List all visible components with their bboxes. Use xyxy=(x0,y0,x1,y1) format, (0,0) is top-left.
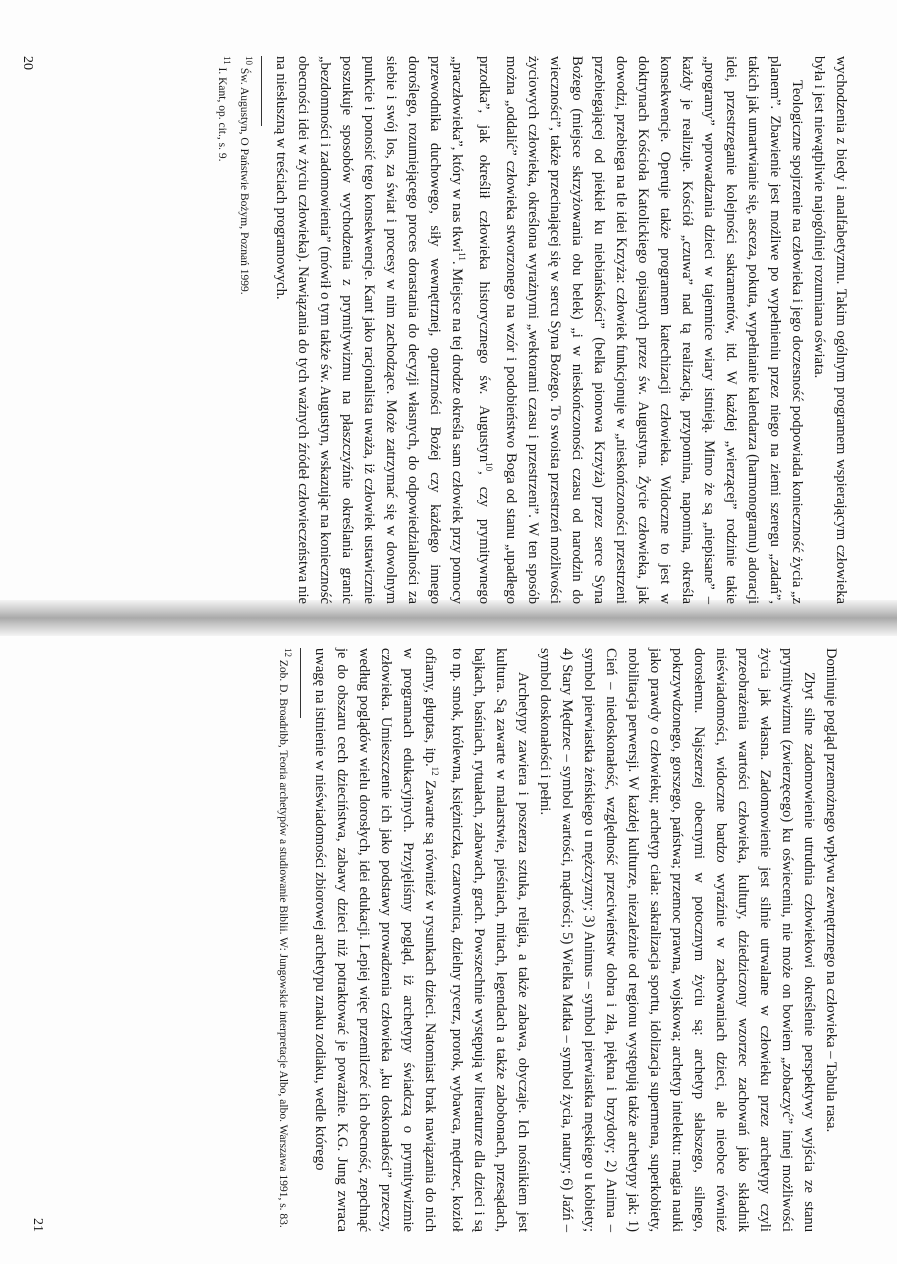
paragraph-2: Teologiczne spojrzenie na człowieka i jego doczesność podpowiada konieczność życia „z planem”. Zbawienie jest możliwe po wypełnieniu przez niego na ziemi szeregu „zadań”, takich jak umartwianie się, asceza, pokuta, wypełnianie kalendarza (harmonogramu) adoracji idei, przestrzeganie kolejności sakramentów, itd. W każdej „wierzącej” rodzinie takie „programy” wprowadzania dzieci w tajemnice wiary istnieją. Mimo że są „niepisane” – każdy je realizuje. Kościół „czuwa” nad tą realizacją, przypomina, napomina, określa konsekwencje. Operuje także programem katechizacji człowieka. Widoczne to jest w doktrynach Kościoła Katolickiego opisanych przez św. Augustyna. Życie człowieka, jak dowodzi, przebiega na tle idei Krzyża: człowiek funkcjonuje w „nieskończoności przestrzeni przebiegającej od piekieł ku niebiańskości” (belka pionowa Krzyża) przez serce Syna Bożego (miejsce skrzyżowania obu belek) „i w nieskończoności czasu od narodzin do wieczności”, także przecinającej się w sercu Syna Bożego. To swoista przestrzeń możliwości życiowych człowieka, określona wyrażnymi „wektorami czasu i przestrzeni”. W ten sposób można „oddalić” człowieka stworzonego na wzór i podobieństwo Boga od stanu „upadłego przodka”, jak określił człowieka historycznego św. Augustyn$^{10}$, czy prymitywnego „praczłowieka”, który w nas tkwi$^{11}$. Miejsce na tej drodze określa sam człowiek przy pomocy przewodnika duchowego, siły wewnętrznej, opatrzności Bożej czy każdego innego doroślego, rozumiejącego proces dorastania do decyzji własnych, do odpowiedzialności za siebie i swój los, za świat i procesy w nim zachodzące. Może zatrzymać się w dowolnym punkcie i ponosić tego konsekwencje. Kant jako racjonalista uważa, iż człowiek ustawicznie poszukuje sposobów wychodzenia z prymitywizmu na płaszczyźnie określania granic „bezdomności i zadomowienia” (mówił o tym także św. Augustyn, wskazując na konieczność obecności idei w życiu człowieka). Nawiązania do tych ważnych źródeł człowieczeństwa nie na niesłuszną w treściach programowych. xyxy=(273,56,805,604)
paragraph-3-text-b: Zawarte są również w rysunkach dzieci. Natomiast brak nawiązania do nich w programach edukacyjnych. Przyjęliśmy pogląd, iż archetypy świadczą o prymitywizmie człowieka. Umieszczenie ich jako podstawy prowadzenia człowieka „ku doskonałości” przeczy, według poglądów wielu dorosłych, idei edukacji. Lepiej więc przemilczeć ich obecność, zepchnąć je do obszaru cech dzieciństwa, zabawy dzieci niż potraktować je poważnie. K.G. Jung zwraca uwagę na istnienie w nieświadomości zbiorowej archetypu znaku zodiaku, wedle którego xyxy=(312,648,439,1232)
footnote-number: 10 xyxy=(244,56,255,65)
footnote-number: 11 xyxy=(222,56,233,65)
footnote-text: I. Kant, op. cit., s. 9. xyxy=(216,67,229,162)
footnote-ref-12: 12 xyxy=(430,766,440,776)
book-gutter-shadow xyxy=(0,600,897,636)
paragraph-3 xyxy=(309,648,534,1232)
paragraph-2-text-c: . Miejsce na tej drodze określa sam człowiek przy pomocy przewodnika duchowego, siły wewnętrznej, opatrzności Bożej czy każdego innego doroślego, rozumiejącego proces dorastania do decyzji własnych, do odpowiedzialności za siebie i swój los, za świat i procesy w nim zachodzące. Może zatrzymać się w dowolnym punkcie i ponosić tego konsekwencje. Kant jako racjonalista uważa, iż człowiek ustawicznie poszukuje sposobów wychodzenia z prymitywizmu na płaszczyźnie określania granic „bezdomności i zadomowienia” (mówił o tym także św. Augustyn, wskazując na konieczność obecności idei w życiu człowieka). Nawiązania do tych ważnych źródeł człowieczeństwa nie na niesłuszną w treściach programowych. xyxy=(273,56,466,604)
paragraph-1: wychodzenia z biedy i analfabetyzmu. Takim ogólnym programem wspierającym człowieka była i jest niewątpliwie najogólniej rozumiana oświata. xyxy=(811,56,849,604)
footnote-11 xyxy=(214,56,236,604)
footnote-rule xyxy=(300,648,301,718)
paragraph-2: Zbyt silne zadomowienie utrudnia człowiekowi określenie perspektywy wyjścia ze stanu prymitywizmu (zwierzęcego) ku oświeceniu, nie może on bowiem „zobaczyć” innej możliwości życia jak własna. Zadomowienie jest silnie utrwalane w człowieku przez archetypy czyli przeobrażenia wartości człowieka, kultury, dziedziczony wzorzec zachowań jako składnik nieświadomości, widoczne bardzo wyraźnie w zachowaniach dzieci, ale nieobce również dorosłemu. Najszerzej obecnymi w potocznym życiu są: archetyp słabszego, silnego, pokrzywdzonego, gorszego, państwa; przemoc prawna, wojskowa; archetyp intelektu: magia nauki jako prawdy o człowieku; archetyp ciała: sakralizacja sportu, idolizacja supermena, superkobiety, nobilitacja perwersji. W każdej kulturze, niezależnie od regionu występują także archetypy jak: 1) Cień – niedoskonałość, względność przeciwieństw dobra i zła, piękna i brzydoty; 2) Anima – symbol pierwiastka żeńskiego u mężczyzny; 3) Animus – symbol pierwiastka męskiego u kobiety; 4) Stary Mędrzec – symbol wartości, mądrości; 5) Wielka Matka – symbol życia, natury; 6) Jaźń – symbol doskonałości i pełni. xyxy=(537,648,817,1232)
footnote-number: 12 xyxy=(283,648,294,657)
footnote-10 xyxy=(235,56,257,604)
footnote-text: Św. Augustyn, O Państwie Bożym, Poznań 1999. xyxy=(238,67,251,295)
paragraph-3-text-a: Archetypy zawiera i poszerza sztuka, religia, a także zabawa, obyczaje. Ich nośnikiem jest kultura. Są zawarte w malarstwie, pieśniach, mitach, legendach a także zabobonach, przesądach, bajkach, baśniach, rytuałach, zabawach, grach. Powszechnie występują w literaturze dla dzieci i są to np. smok, królewna, księżniczka, czarownica, dzielny rycerz, prorok, wybawca, mędrzec, kozioł ofiarny, głuptas, itp. xyxy=(422,648,531,1232)
page-number: 21 xyxy=(30,1218,45,1232)
footnote-ref-10: 10 xyxy=(484,462,494,472)
page-20 xyxy=(20,56,852,604)
paragraph-2-text-a: Teologiczne spojrzenie na człowieka i jego doczesność podpowiada konieczność życia „z planem”. Zbawienie jest możliwe po wypełnieniu przez niego na ziemi szeregu „zadań”, takich jak umartwianie się, asceza, pokuta, wypełnianie kalendarza (harmonogramu) adoracji idei, przestrzeganie kolejności sakramentów, itd. W każdej „wierzącej” rodzinie takie „programy” wprowadzania dzieci w tajemnice wiary istnieją. Mimo że są „niepisane” – każdy je realizuje. Kościół „czuwa” nad tą realizacją, przypomina, napomina, określa konsekwencje. Operuje także programem katechizacji człowieka. Widoczne to jest w doktrynach Kościoła Katolickiego opisanych przez św. Augustyna. Życie człowieka, jak dowodzi, przebiega na tle idei Krzyża: człowiek funkcjonuje w „nieskończoności przestrzeni przebiegającej od piekieł ku niebiańskości” (belka pionowa Krzyża) przez serce Syna Bożego (miejsce skrzyżowania obu belek) „i w nieskończoności czasu od narodzin do wieczności”, także przecinającej się w sercu Syna Bożego. To swoista przestrzeń możliwości życiowych człowieka, określona wyrażnymi „wektorami czasu i przestrzeni”. W ten sposób można „oddalić” człowieka stworzonego na wzór i podobieństwo Boga od stanu „upadłego przodka”, jak określił człowieka historycznego św. Augustyn xyxy=(476,56,805,604)
footnote-rule xyxy=(261,56,262,126)
page-number: 20 xyxy=(20,56,35,70)
paragraph-1: Dominuje pogląd przemożnego wpływu zewnętrznego na człowieka – Tabula rasa. xyxy=(823,648,839,1133)
paragraph-2-text-b: czy prymitywnego „praczłowieka”, który w nas tkwi xyxy=(449,56,493,604)
footnote-12 xyxy=(274,648,296,1232)
footnote-text: Zob. D. Broadribb, Teoria archetypów a studiowanie Biblii. W: Jungowskie interpretacje Albo, albo. Warszawa 1991, s. 83. xyxy=(277,659,290,1228)
footnote-ref-11: 11 xyxy=(457,252,468,261)
page-21 xyxy=(30,648,842,1232)
